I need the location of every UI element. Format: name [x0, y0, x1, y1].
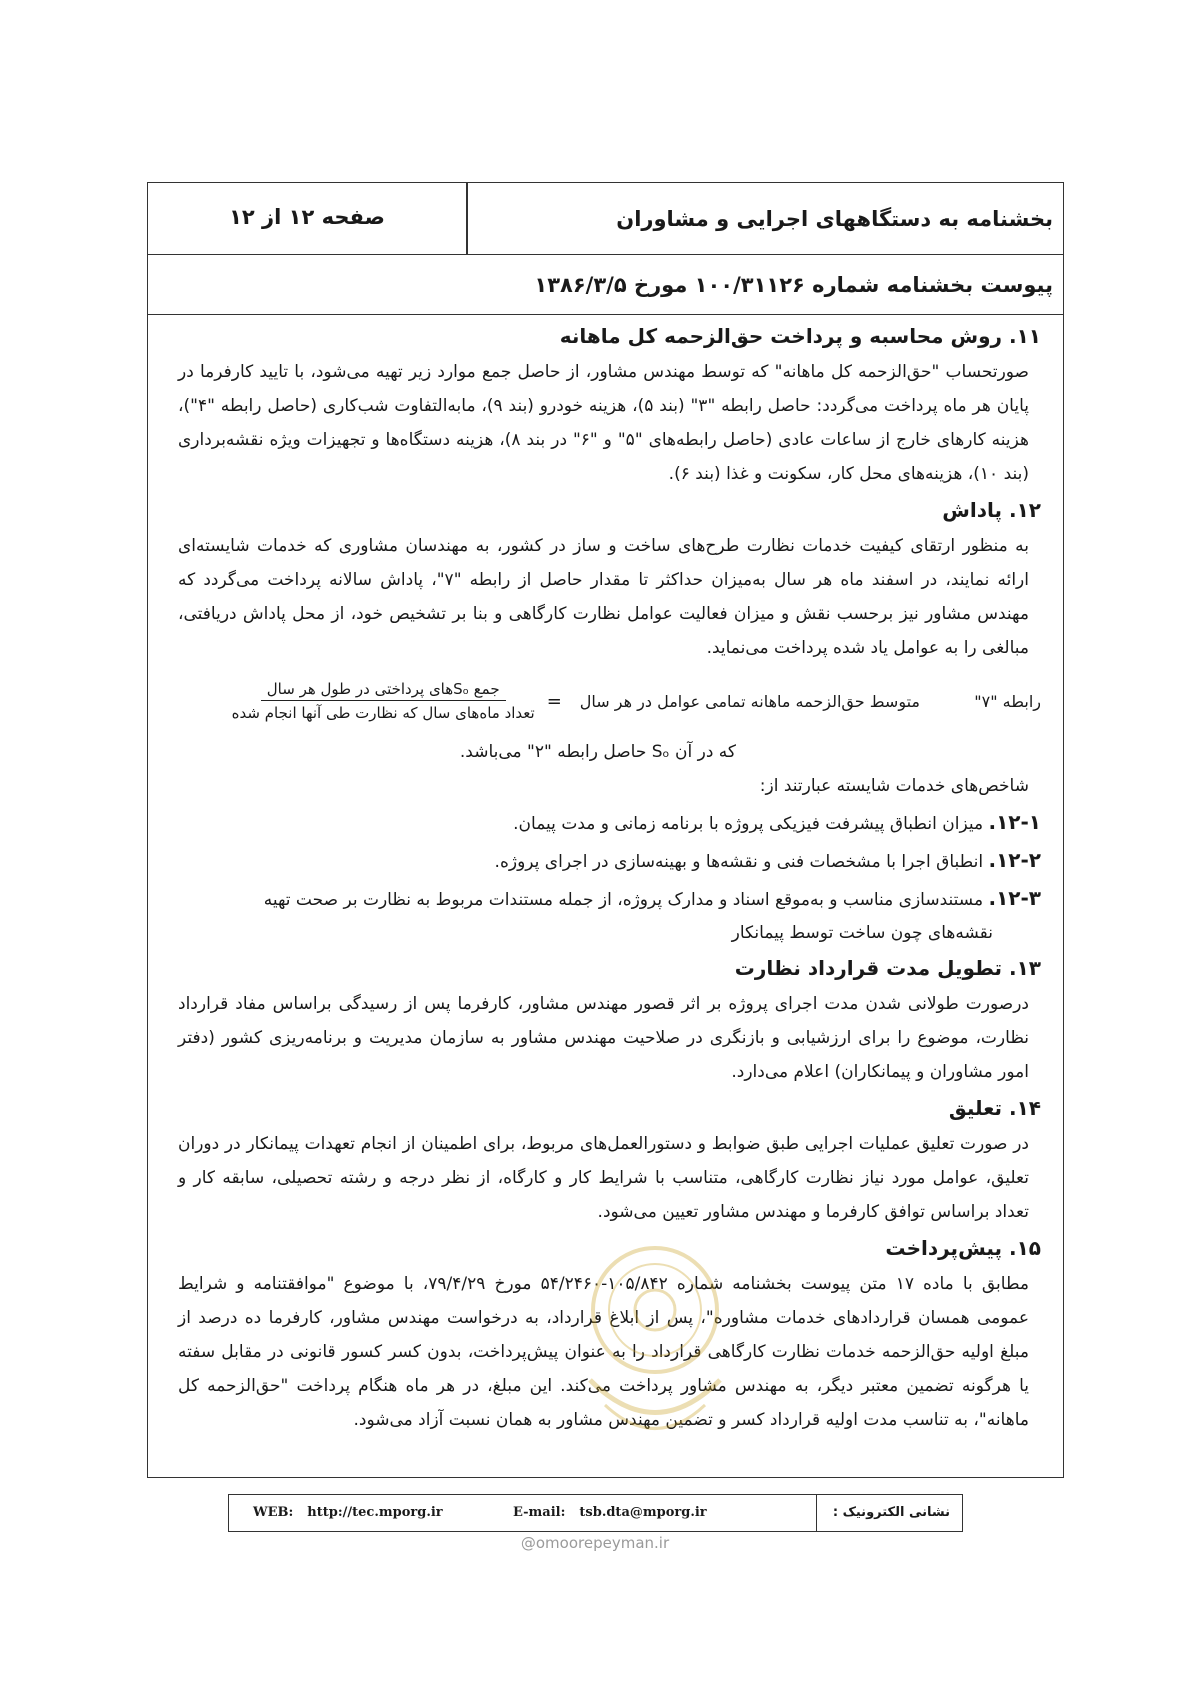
criterion-text: میزان انطباق پیشرفت فیزیکی پروژه با برنامه زمانی و مدت پیمان.: [513, 814, 984, 834]
criterion-2: [178, 843, 1041, 879]
section-14-text: در صورت تعلیق عملیات اجرایی طبق ضوابط و دستورالعمل‌های مربوط، برای اطمینان از انجام تعهدات پیمانکار در دوران تعلیق، عوامل مورد نیاز نظارت کارگاهی، متناسب با شرایط کار و کارگاه، از نظر درجه و رشته تحصیلی، سابقه کار و تعداد براساس توافق کارفرما و مهندس مشاور تعیین می‌شود.: [178, 1134, 1029, 1222]
section-12-heading: ۱۲. پاداش: [942, 498, 1041, 522]
criterion-1: [178, 805, 1041, 841]
header-row: [148, 183, 1063, 255]
criterion-text: مستندسازی مناسب و به‌موقع اسناد و مدارک پروژه، از جمله مستندات مربوط به نظارت بر صحت تهیه: [263, 890, 984, 910]
section-14-heading: ۱۴. تعلیق: [948, 1096, 1041, 1120]
formula-lhs: متوسط حق‌الزحمه ماهانه تمامی عوامل در هر سال: [579, 691, 920, 711]
criterion-3-continuation: نقشه‌های چون ساخت توسط پیمانکار: [731, 923, 993, 943]
criterion-number: ۱۲-۳.: [988, 886, 1041, 910]
page-number: صفحه ۱۲ از ۱۲: [229, 205, 385, 229]
criterion-text: انطباق اجرا با مشخصات فنی و نقشه‌ها و بهینه‌سازی در اجرای پروژه.: [494, 852, 984, 872]
email-link[interactable]: tsb.dta@mporg.ir: [579, 1505, 707, 1520]
site-watermark: @omoorepeyman.ir: [520, 1534, 670, 1552]
section-13-heading: ۱۳. تطویل مدت قرارداد نظارت: [734, 956, 1041, 980]
section-11-text: صورتحساب "حق‌الزحمه کل ماهانه" که توسط مهندس مشاور، از حاصل جمع موارد زیر تهیه می‌شود، با تایید کارفرما در پایان هر ماه پرداخت می‌گردد: حاصل رابطه "۳" (بند ۵)، هزینه خودرو (بند ۹)، مابه‌التفاوت شب‌کاری (حاصل رابطه "۴")، هزینه کارهای خارج از ساعات عادی (حاصل رابطه‌های "۵" و "۶" در بند ۸)، هزینه دستگاه‌ها و تجهیزات ویژه نقشه‌برداری (بند ۱۰)، هزینه‌های محل کار، سکونت و غذا (بند ۶).: [178, 362, 1029, 484]
criterion-number: ۱۲-۱.: [988, 810, 1041, 834]
header-divider: [466, 183, 468, 254]
criteria-intro: شاخص‌های خدمات شایسته عبارتند از:: [759, 776, 1029, 796]
formula-where: که در آن Sₒ حاصل رابطه "۲" می‌باشد.: [459, 742, 736, 762]
criterion-number: ۱۲-۲.: [988, 848, 1041, 872]
formula-fraction: [232, 680, 535, 722]
email-label: E-mail:: [513, 1505, 566, 1520]
seal-stamp: [560, 1230, 750, 1450]
footer-email: [499, 1495, 707, 1531]
circular-title: بخشنامه به دستگاههای اجرایی و مشاوران: [616, 207, 1053, 231]
section-15-heading: ۱۵. پیش‌پرداخت: [885, 1236, 1041, 1260]
section-12-text: به منظور ارتقای کیفیت خدمات نظارت طرح‌های ساخت و ساز در کشور، به مهندسان مشاوری که خدمات شایسته‌ای ارائه نمایند، در اسفند ماه هر سال به‌میزان حداکثر تا مقدار حاصل از رابطه "۷"، پاداش سالانه پرداخت می‌گردد که مهندس مشاور نیز برحسب نقش و میزان فعالیت عوامل نظارت کارگاهی و بنا بر تشخیص خود، از محل پاداش دریافتی، مبالغی را به عوامل یاد شده پرداخت می‌نماید.: [178, 536, 1029, 658]
section-15-text: مطابق با ماده ۱۷ متن پیوست بخشنامه شماره ۱۰۵/۸۴۲-۵۴/۲۴۶۰ مورخ ۷۹/۴/۲۹، با موضوع "موافقتنامه و شرایط عمومی همسان قراردادهای خدمات مشاوره"، پس از ابلاغ قرارداد، به درخواست مهندس مشاور، کارفرما ده درصد از مبلغ اولیه حق‌الزحمه خدمات نظارت کارگاهی قرارداد را به عنوان پیش‌پرداخت، بدون کسر کسور قانونی در مقابل سفته یا هرگونه تضمین معتبر دیگر، به مهندس مشاور پرداخت می‌کند. این مبلغ، در هر ماه هنگام پرداخت "حق‌الزحمه کل ماهانه"، به تناسب مدت اولیه قرارداد کسر و تضمین مهندس مشاور به همان نسبت آزاد می‌شود.: [178, 1274, 1029, 1430]
formula-equals: =: [546, 690, 562, 712]
formula-label: رابطه "۷": [974, 691, 1041, 711]
footer-bar: [228, 1494, 963, 1532]
web-label: WEB:: [253, 1505, 294, 1520]
footer-web: [239, 1495, 443, 1531]
section-11-heading: ۱۱. روش محاسبه و پرداخت حق‌الزحمه کل ماهانه: [559, 324, 1041, 348]
email-address-label: نشانی الکترونیک :: [816, 1495, 962, 1531]
web-link[interactable]: http://tec.mporg.ir: [307, 1505, 443, 1520]
criterion-3: [178, 881, 1041, 917]
formula-numerator: جمع Sₒهای پرداختی در طول هر سال: [261, 680, 506, 701]
formula-7: [178, 667, 1041, 735]
attachment-subtitle: پیوست بخشنامه شماره ۱۰۰/۳۱۱۲۶ مورخ ۱۳۸۶/۳/۵: [148, 255, 1063, 315]
formula-denominator: تعداد ماه‌های سال که نظارت طی آنها انجام شده: [231, 704, 535, 722]
section-13-text: درصورت طولانی شدن مدت اجرای پروژه بر اثر قصور مهندس مشاور، کارفرما پس از رسیدگی براساس مفاد قرارداد نظارت، موضوع را برای ارزشیابی و بازنگری در صلاحیت مهندس مشاور به سازمان مدیریت و برنامه‌ریزی کشور (دفتر امور مشاوران و پیمانکاران) اعلام می‌دارد.: [178, 994, 1029, 1082]
